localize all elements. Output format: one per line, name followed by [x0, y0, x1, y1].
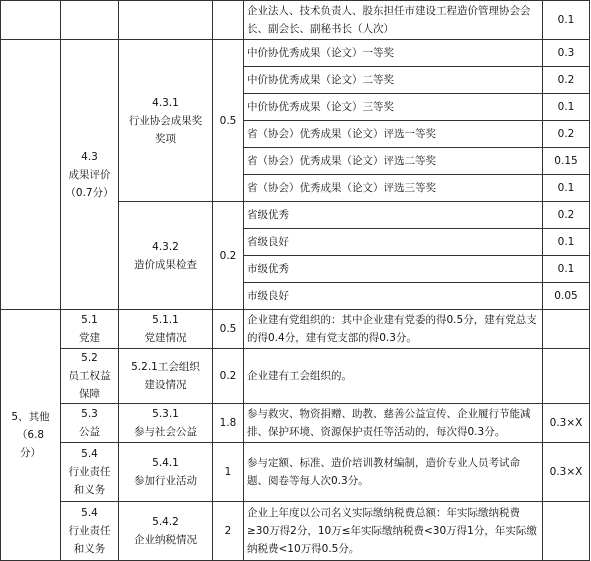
criterion-text: 企业上年度以公司名义实际缴纳税费总额：年实际缴纳税费≥30万得2分，10万≤年实际缴纳税费<30万得1分，年实际缴纳税费<10万得0.5分。 — [244, 502, 543, 561]
weight-cell: 0.2 — [213, 202, 244, 310]
item-5-4-label: 5.4 行业责任 和义务 — [61, 443, 119, 502]
score-cell: 0.3×X — [543, 404, 590, 443]
subcategory-4-3-2-label: 4.3.2 造价成果检查 — [119, 202, 213, 310]
criterion-text: 参与定额、标准、造价培训教材编制，造价专业人员考试命题、阅卷等每人次0.3分。 — [244, 443, 543, 502]
score-cell: 0.1 — [543, 229, 590, 256]
score-cell: 0.15 — [543, 148, 590, 175]
criterion-text: 中价协优秀成果（论文）二等奖 — [244, 67, 543, 94]
blank-cell — [213, 1, 244, 40]
score-cell — [543, 502, 590, 561]
blank-cell — [119, 1, 213, 40]
weight-cell: 0.5 — [213, 40, 244, 202]
score-cell — [543, 349, 590, 404]
category-4-3-label: 4.3 成果评价 （0.7分） — [61, 40, 119, 310]
weight-cell: 0.5 — [213, 310, 244, 349]
weight-cell: 0.2 — [213, 349, 244, 404]
score-cell — [543, 310, 590, 349]
subitem-5-4-1-label: 5.4.1 参加行业活动 — [119, 443, 213, 502]
criterion-text: 中价协优秀成果（论文）三等奖 — [244, 94, 543, 121]
score-cell: 0.2 — [543, 67, 590, 94]
score-cell: 0.2 — [543, 202, 590, 229]
criterion-text: 企业法人、技术负责人、股东担任市建设工程造价管理协会会长、副会长、副秘书长（人次） — [244, 1, 543, 40]
score-cell: 0.1 — [543, 256, 590, 283]
score-cell: 0.05 — [543, 283, 590, 310]
score-cell: 0.3 — [543, 40, 590, 67]
criterion-text: 市级良好 — [244, 283, 543, 310]
score-cell: 0.3×X — [543, 443, 590, 502]
score-cell: 0.1 — [543, 94, 590, 121]
criterion-text: 参与救灾、物资捐赠、助教、慈善公益宣传、企业履行节能减排、保护环境、资源保护责任等活动的，每次得0.3分。 — [244, 404, 543, 443]
blank-cell — [61, 1, 119, 40]
weight-cell: 1.8 — [213, 404, 244, 443]
subitem-5-3-1-label: 5.3.1 参与社会公益 — [119, 404, 213, 443]
score-cell: 0.1 — [543, 175, 590, 202]
criterion-text: 企业建有党组织的：其中企业建有党委的得0.5分，建有党总支的得0.4分，建有党支部的得0.3分。 — [244, 310, 543, 349]
criterion-text: 省（协会）优秀成果（论文）评选三等奖 — [244, 175, 543, 202]
criterion-text: 省级良好 — [244, 229, 543, 256]
item-5-2-label: 5.2 员工权益 保障 — [61, 349, 119, 404]
criterion-text: 市级优秀 — [244, 256, 543, 283]
criterion-text: 企业建有工会组织的。 — [244, 349, 543, 404]
category-5-label: 5、其他 （6.8 分） — [1, 310, 61, 561]
criterion-text: 省级优秀 — [244, 202, 543, 229]
weight-cell: 1 — [213, 443, 244, 502]
criterion-text: 中价协优秀成果（论文）一等奖 — [244, 40, 543, 67]
blank-cell — [1, 1, 61, 40]
subitem-5-1-1-label: 5.1.1 党建情况 — [119, 310, 213, 349]
blank-cell — [1, 40, 61, 310]
subcategory-4-3-1-label: 4.3.1 行业协会成果奖 奖项 — [119, 40, 213, 202]
item-5-1-label: 5.1 党建 — [61, 310, 119, 349]
criterion-text: 省（协会）优秀成果（论文）评选二等奖 — [244, 148, 543, 175]
score-cell: 0.1 — [543, 1, 590, 40]
item-5-4-label: 5.4 行业责任 和义务 — [61, 502, 119, 561]
subitem-5-2-1-label: 5.2.1工会组织 建设情况 — [119, 349, 213, 404]
item-5-3-label: 5.3 公益 — [61, 404, 119, 443]
subitem-5-4-2-label: 5.4.2 企业纳税情况 — [119, 502, 213, 561]
weight-cell: 2 — [213, 502, 244, 561]
criterion-text: 省（协会）优秀成果（论文）评选一等奖 — [244, 121, 543, 148]
score-cell: 0.2 — [543, 121, 590, 148]
